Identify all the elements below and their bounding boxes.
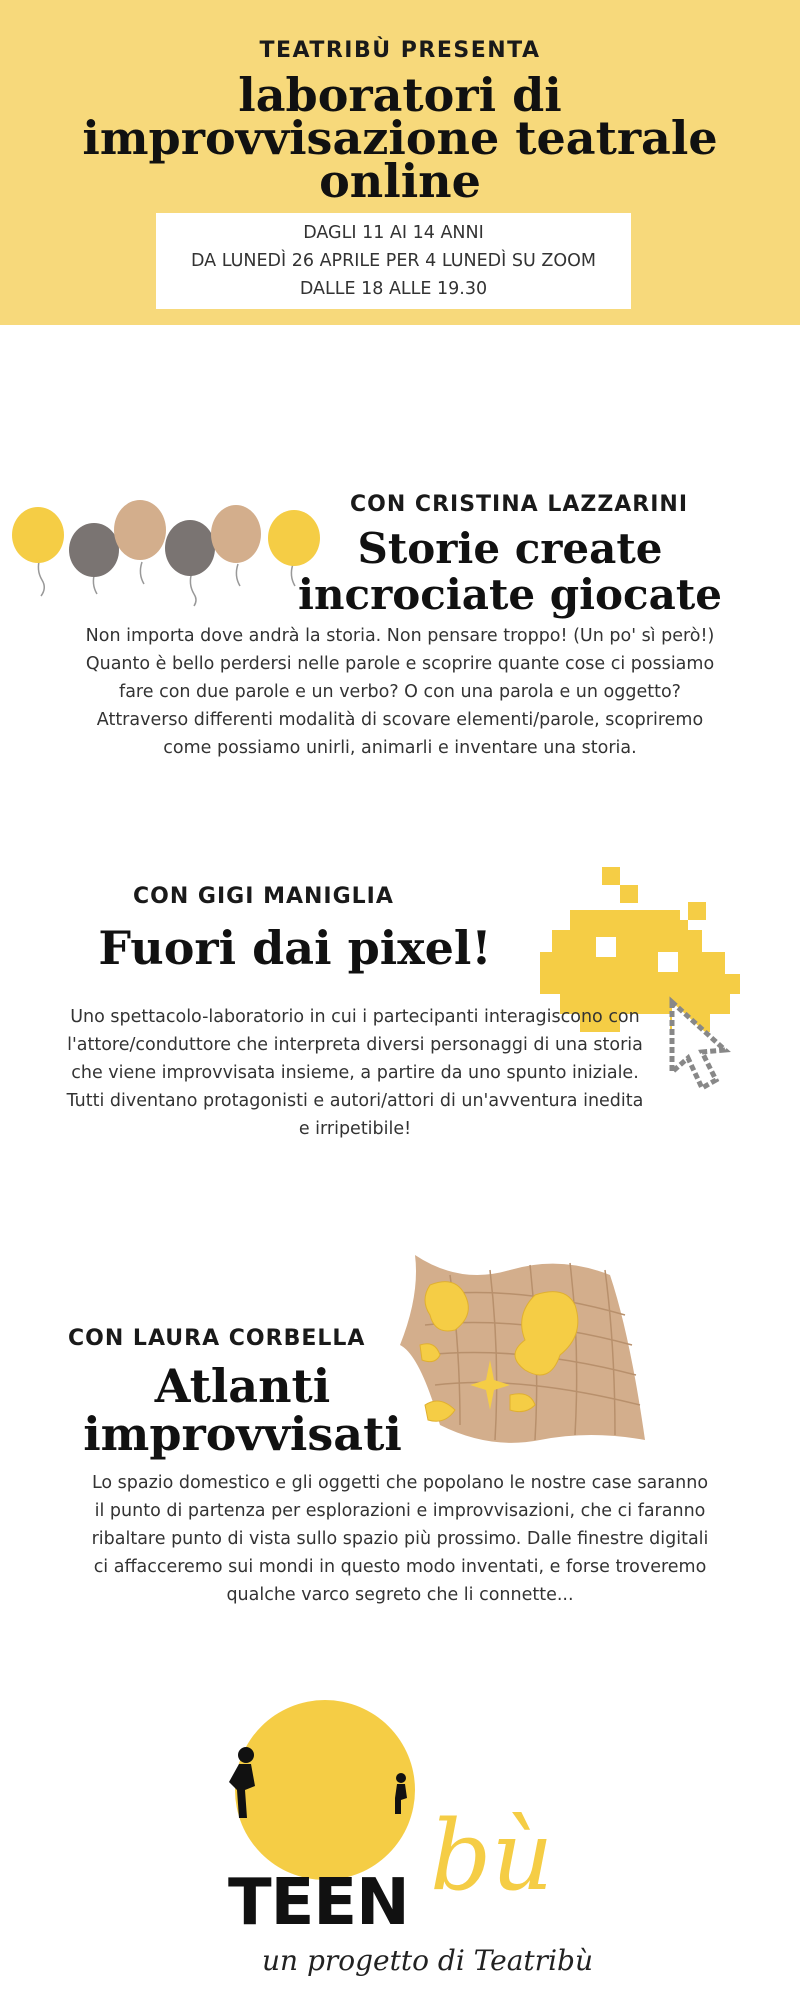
body-line: Tutti diventano protagonisti e autori/attori di un'avventura inedita	[66, 1091, 644, 1111]
body-line: ribaltare punto di vista sullo spazio più prossimo. Dalle finestre digitali	[91, 1529, 709, 1549]
balloon-icon	[165, 520, 215, 606]
info-age: DAGLI 11 AI 14 ANNI	[303, 223, 484, 243]
body-line: come possiamo unirli, animarli e inventare una storia.	[163, 738, 637, 758]
body-line: qualche varco segreto che li connette...	[226, 1585, 574, 1605]
body-line: che viene improvvisata insieme, a partire da uno spunto iniziale.	[71, 1063, 639, 1083]
body-line: il punto di partenza per esplorazioni e improvvisazioni, che ci faranno	[94, 1501, 706, 1521]
section-title-line: incrociate giocate	[298, 570, 722, 619]
balloon-icon	[211, 505, 261, 586]
body-line: Quanto è bello perdersi nelle parole e scoprire quante cose ci possiamo	[85, 654, 715, 674]
logo-bu-word: bù	[430, 1800, 554, 1912]
speaker-laura: CON LAURA CORBELLA	[68, 1326, 366, 1351]
balloon-icon	[12, 507, 64, 596]
speaker-gigi: CON GIGI MANIGLIA	[133, 884, 394, 909]
logo-teen-word: TEEN	[228, 1866, 409, 1940]
body-line: Non importa dove andrà la storia. Non pensare troppo! (Un po' sì però!)	[85, 626, 715, 646]
section-title-line: Fuori dai pixel!	[98, 921, 492, 975]
section-title-line: Storie create	[357, 524, 663, 573]
section-title-storie	[270, 526, 750, 618]
speaker-cristina: CON CRISTINA LAZZARINI	[350, 492, 689, 517]
main-title-line-2: improvvisazione teatrale	[82, 111, 718, 165]
section-body-storie	[0, 622, 800, 762]
logo-tagline: un progetto di Teatribù	[262, 1944, 593, 1977]
main-title	[40, 68, 760, 208]
section-title-pixel	[60, 922, 530, 974]
section-body-atlanti	[0, 1469, 800, 1609]
main-title-line-3: online	[319, 154, 481, 208]
balloon-icon	[69, 523, 119, 594]
main-title-line-1: laboratori di	[238, 68, 562, 122]
body-line: e irripetibile!	[298, 1119, 412, 1139]
body-line: Attraverso differenti modalità di scovare elementi/parole, scopriremo	[96, 710, 704, 730]
body-line: Uno spettacolo-laboratorio in cui i partecipanti interagiscono con	[70, 1007, 640, 1027]
body-line: Lo spazio domestico e gli oggetti che popolano le nostre case saranno	[91, 1473, 709, 1493]
section-body-pixel	[20, 1003, 690, 1143]
logo-sun-icon	[225, 1690, 425, 1890]
body-line: l'attore/conduttore che interpreta diversi personaggi di una storia	[67, 1035, 643, 1055]
section-title-line: improvvisati	[83, 1407, 402, 1461]
body-line: fare con due parole e un verbo? O con una parola e un oggetto?	[119, 682, 681, 702]
section-title-line: Atlanti	[154, 1359, 331, 1413]
info-box	[156, 213, 631, 309]
section-title-atlanti	[40, 1359, 445, 1461]
balloon-icon	[114, 500, 166, 584]
presenter-label: TEATRIBÙ PRESENTA	[259, 38, 541, 63]
body-line: ci affacceremo sui mondi in questo modo inventati, e forse troveremo	[93, 1557, 707, 1577]
info-time: DALLE 18 ALLE 19.30	[299, 279, 488, 299]
header-banner	[0, 0, 800, 325]
info-dates: DA LUNEDÌ 26 APRILE PER 4 LUNEDÌ SU ZOOM	[191, 251, 596, 271]
